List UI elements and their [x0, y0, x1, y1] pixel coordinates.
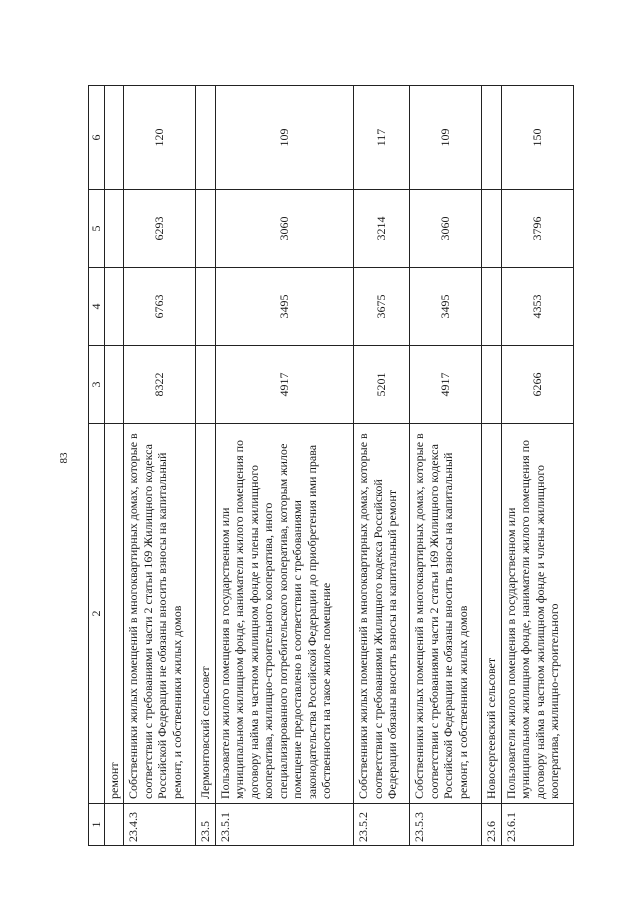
cell-value: 4917 [410, 346, 482, 424]
header-row [89, 86, 105, 846]
header-cell: 6 [89, 86, 105, 190]
row-code: 23.5.2 [354, 804, 410, 846]
cell-value: 109 [215, 86, 354, 190]
page-number: 83 [58, 452, 70, 464]
cell-value [482, 86, 502, 190]
rotated-table-container [88, 86, 574, 846]
row-description: Собственники жилых помещений в многоквартирных домах, которые в соответствии с требованиями части 2 статьи 169 Жилищного кодекса Российской Федерации не обязаны вносить взносы на капитальный ремонт, и собственники жилых домов [124, 424, 196, 804]
table-row [482, 86, 502, 846]
cell-value: 8322 [124, 346, 196, 424]
table-row [124, 86, 196, 846]
row-description: Лермонтовский сельсовет [196, 424, 216, 804]
cell-value [196, 346, 216, 424]
header-cell: 2 [89, 424, 105, 804]
cell-value: 3060 [215, 190, 354, 268]
tariff-table [88, 85, 574, 846]
row-code: 23.6.1 [501, 804, 573, 846]
row-code: 23.6 [482, 804, 502, 846]
row-description: Собственники жилых помещений в многоквартирных домах, которые в соответствии с требованиями части 2 статьи 169 Жилищного кодекса Российской Федерации не обязаны вносить взносы на капитальный ремонт, и собственники жилых домов [410, 424, 482, 804]
row-code: 23.5 [196, 804, 216, 846]
cell-value [482, 346, 502, 424]
table-row [104, 86, 124, 846]
cell-value [482, 268, 502, 346]
row-description: ремонт [104, 424, 124, 804]
header-cell: 1 [89, 804, 105, 846]
table-row [215, 86, 354, 846]
cell-value: 6763 [124, 268, 196, 346]
cell-value: 3495 [215, 268, 354, 346]
cell-value: 120 [124, 86, 196, 190]
cell-value: 3675 [354, 268, 410, 346]
row-description: Пользователи жилого помещения в государственном или муниципальном жилищном фонде, наниматели жилого помещения по договору найма в частном жилищном фонде и члены жилищного кооператива, жилищно-строительного [501, 424, 573, 804]
table-row [196, 86, 216, 846]
cell-value [482, 190, 502, 268]
cell-value: 117 [354, 86, 410, 190]
header-cell: 5 [89, 190, 105, 268]
cell-value [104, 190, 124, 268]
cell-value: 3796 [501, 190, 573, 268]
cell-value: 6293 [124, 190, 196, 268]
row-description: Пользователи жилого помещения в государственном или муниципальном жилищном фонде, наниматели жилого помещения по договору найма в частном жилищном фонде и члены жилищного кооператива, жилищно-строительного кооператива, иного специализированного потребительского кооператива, которым жилое помещение предоставлено в соответствии с требованиями законодательства Российской Федерации до приобретения ими права собственности на такое жилое помещение [215, 424, 354, 804]
cell-value: 3214 [354, 190, 410, 268]
table-row [354, 86, 410, 846]
header-cell: 3 [89, 346, 105, 424]
cell-value [104, 346, 124, 424]
row-description: Новосергеевский сельсовет [482, 424, 502, 804]
cell-value: 3060 [410, 190, 482, 268]
table-row [501, 86, 573, 846]
cell-value: 6266 [501, 346, 573, 424]
cell-value: 4917 [215, 346, 354, 424]
cell-value [196, 190, 216, 268]
header-cell: 4 [89, 268, 105, 346]
cell-value [104, 268, 124, 346]
cell-value: 3495 [410, 268, 482, 346]
row-code [104, 804, 124, 846]
cell-value [196, 86, 216, 190]
cell-value [104, 86, 124, 190]
row-description: Собственники жилых помещений в многоквартирных домах, которые в соответствии с требованиями Жилищного кодекса Российской Федерации обязаны вносить взносы на капитальный ремонт [354, 424, 410, 804]
table-row [410, 86, 482, 846]
cell-value: 4353 [501, 268, 573, 346]
row-code: 23.5.1 [215, 804, 354, 846]
cell-value [196, 268, 216, 346]
cell-value: 5201 [354, 346, 410, 424]
row-code: 23.5.3 [410, 804, 482, 846]
row-code: 23.4.3 [124, 804, 196, 846]
cell-value: 109 [410, 86, 482, 190]
cell-value: 150 [501, 86, 573, 190]
